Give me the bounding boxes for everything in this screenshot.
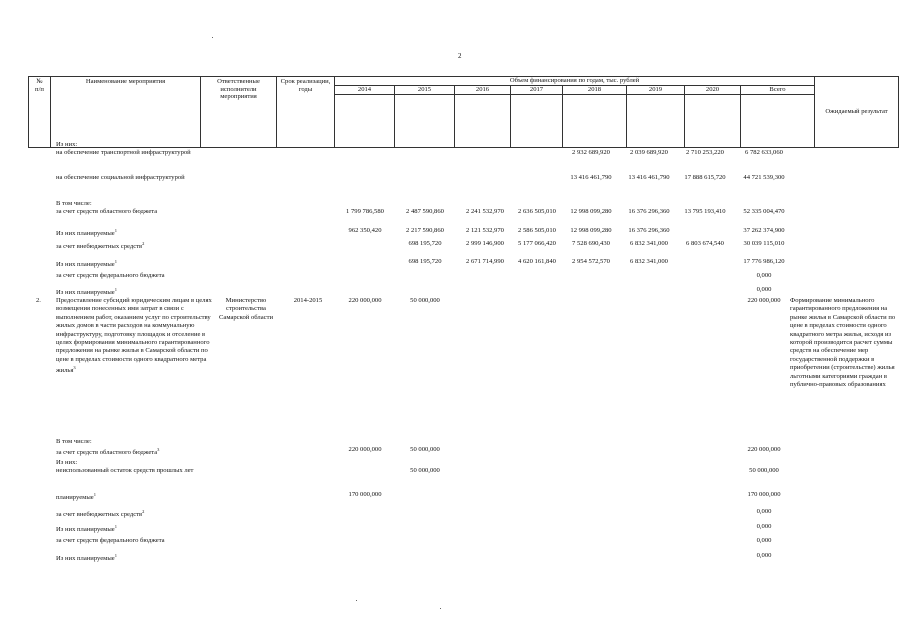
value-total: 0,000 [756, 552, 772, 559]
value-2017: 5 177 066,420 [518, 240, 556, 247]
row-label: Из них: неиспользованный остаток средств прошлых лет [56, 459, 194, 475]
value-2015: 698 195,720 [408, 258, 442, 265]
value-2015: 50 000,000 [410, 446, 440, 454]
value-2017: 4 620 161,840 [518, 258, 556, 265]
header-result: Ожидаемый результат [815, 77, 899, 148]
value-2020: 17 888 615,720 [684, 174, 726, 181]
value-2020: 6 803 674,540 [686, 240, 724, 247]
header-year: 2015 [395, 86, 455, 95]
row-label: за счет внебюджетных средств$^2$ [56, 509, 145, 519]
value-total: 0,000 [756, 508, 772, 515]
header-year: 2020 [685, 86, 741, 95]
value-2015: 50 000,000 [410, 467, 440, 475]
row-label: за счет внебюджетных средств$^2$ [56, 241, 145, 251]
value-2019: 2 039 689,920 [630, 149, 668, 157]
row-label: В том числе: за счет средств областного бюджета$^3$ [56, 438, 160, 457]
header-volume: Объем финансирования по годам, тыс. рублей [335, 77, 815, 86]
value-total: 17 776 986,120 [743, 258, 785, 265]
row-label: на обеспечение социальной инфраструктурой [56, 174, 185, 181]
value-total: 52 335 004,470 [743, 208, 785, 216]
item-name: Предоставление субсидий юридическим лицам в целях возмещения понесенных ими затрат в связи с выполнением работ, оказанием услуг по строительству жилых домов в части расходов на коммунальную инфраструктуру, подготовку площадок и отселение в целях формирования минимального гарантированного предложения на рынке жилья в Самарской области по цене в пределах стоимости одного квадратного метра жилья$^3$ [56, 297, 212, 375]
header-year: 2016 [455, 86, 511, 95]
value-2014: 220 000,000 [348, 446, 382, 454]
value-total: 50 000,000 [749, 467, 779, 475]
value-2019: 6 832 341,000 [630, 258, 668, 265]
value-2015: 698 195,720 [408, 240, 442, 247]
value-2020: 2 710 253,220 [686, 149, 724, 157]
value-2019: 16 376 296,360 [628, 208, 670, 216]
value-2016: 2 671 714,990 [466, 258, 504, 265]
value-total: 220 000,000 [747, 446, 781, 454]
scan-speck [212, 37, 213, 38]
row-label: Из них планируемые$^1$ [56, 228, 117, 238]
value-2016: 2 241 532,970 [466, 208, 504, 216]
value-2014: 1 799 786,580 [346, 208, 384, 216]
value-total: 0,000 [756, 523, 772, 530]
row-label: Из них планируемые$^1$ [56, 553, 117, 563]
value-2015: 2 217 590,860 [406, 227, 444, 234]
header-num: № п/п [29, 77, 51, 148]
value-total: 170 000,000 [747, 491, 781, 498]
item-index: 2. [36, 297, 41, 304]
value-2018: 12 998 099,280 [570, 227, 612, 234]
header-year: 2019 [627, 86, 685, 95]
value-2017: 2 636 505,010 [518, 208, 556, 216]
value-2018: 13 416 461,790 [570, 174, 612, 181]
page-number: 2 [458, 52, 462, 60]
header-year: 2014 [335, 86, 395, 95]
value-2018: 2 932 689,920 [572, 149, 610, 157]
header-year: Всего [741, 86, 815, 95]
value-2018: 12 998 099,280 [570, 208, 612, 216]
value-total: 0,000 [756, 537, 772, 544]
item-expected-result: Формирование минимального гарантированного предложения на рынке жилья в Самарской области по цене в пределах стоимости одного квадратного метра жилья, исходя из которой производится расчет суммы средств на обеспечение мер государственной поддержки в приобретении (строительстве) жилья льготными категориями граждан в публично-правовых образованиях [790, 297, 896, 389]
item-2-row [0, 297, 905, 417]
row-label: В том числе: за счет средств областного бюджета [56, 200, 158, 216]
row-label: Из них планируемые$^1$ [56, 287, 117, 297]
header-period: Срок реализации, годы [277, 77, 335, 148]
value-2017: 2 586 505,010 [518, 227, 556, 234]
value-2015: 2 487 590,860 [406, 208, 444, 216]
value-total: 44 721 539,300 [743, 174, 785, 181]
value-2018: 2 954 572,570 [572, 258, 610, 265]
value-2016: 2 121 532,970 [466, 227, 504, 234]
row-label: планируемые$^1$ [56, 492, 96, 502]
row-label: за счет средств федерального бюджета [56, 537, 165, 544]
row-label: за счет средств федерального бюджета [56, 272, 165, 279]
value-2019: 13 416 461,790 [628, 174, 670, 181]
value-2014: 220 000,000 [348, 297, 382, 304]
value-2015: 50 000,000 [410, 297, 440, 304]
header-responsible: Ответственные исполнители мероприятия [201, 77, 277, 148]
header-year: 2017 [511, 86, 563, 95]
row-label: Из них планируемые$^1$ [56, 259, 117, 269]
item-responsible: Министерство строительства Самарской области [219, 297, 273, 321]
value-2019: 6 832 341,000 [630, 240, 668, 247]
value-2016: 2 999 146,900 [466, 240, 504, 247]
value-total: 0,000 [756, 272, 772, 279]
item-period: 2014-2015 [293, 297, 323, 304]
value-2018: 7 528 690,430 [572, 240, 610, 247]
header-year: 2018 [563, 86, 627, 95]
value-total: 30 039 115,010 [743, 240, 785, 247]
table-header [28, 76, 899, 148]
scan-speck [356, 600, 357, 601]
scan-speck [440, 608, 441, 609]
value-2019: 16 376 296,360 [628, 227, 670, 234]
value-total: 0,000 [756, 286, 772, 293]
value-total: 220 000,000 [747, 297, 781, 304]
value-2014: 170 000,000 [348, 491, 382, 498]
header-name: Наименование мероприятия [51, 77, 201, 148]
row-label: Из них планируемые$^1$ [56, 524, 117, 534]
value-total: 6 782 633,060 [745, 149, 783, 157]
value-2014: 962 350,420 [348, 227, 382, 234]
value-2020: 13 795 193,410 [684, 208, 726, 216]
row-label: Из них: на обеспечение транспортной инфраструктурой [56, 141, 191, 157]
value-total: 37 262 374,900 [743, 227, 785, 234]
